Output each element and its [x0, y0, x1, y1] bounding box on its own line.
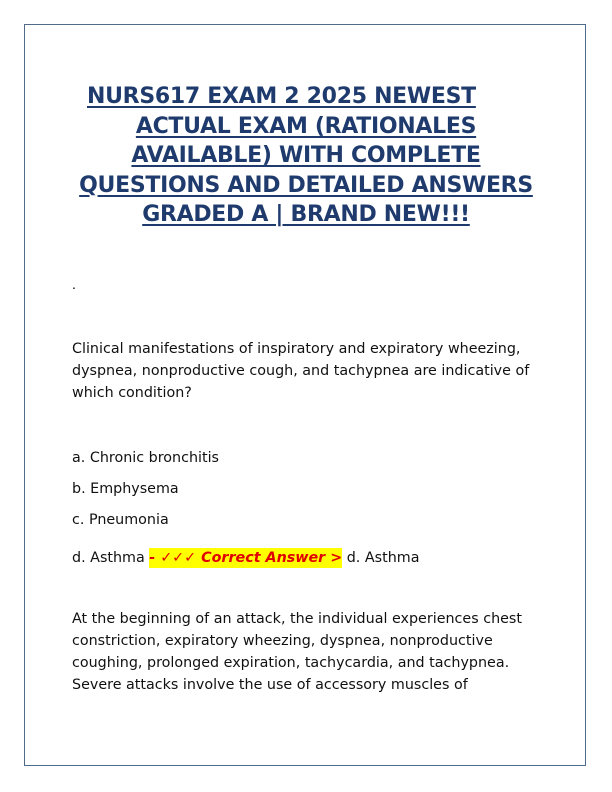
- question-2-text: At the beginning of an attack, the individual experiences chest constriction, expiratory wheezing, dyspnea, nonproductive coughing, prolonged expiration, tachycardia, and tachypnea. Severe attacks involve the use of accessory muscles of: [72, 611, 522, 693]
- title-line-5: GRADED A | BRAND NEW!!!: [142, 202, 470, 227]
- title-line-3: AVAILABLE) WITH COMPLETE: [131, 143, 481, 168]
- title-line-2: ACTUAL EXAM (RATIONALES: [135, 113, 477, 139]
- title-line-1: NURS617 EXAM 2 2025 NEWEST: [87, 84, 476, 109]
- option-a: a. Chronic bronchitis: [72, 450, 220, 466]
- question-1-text: Clinical manifestations of inspiratory and expiratory wheezing, dyspnea, nonproductive cough, and tachypnea are indicative of which condition?: [72, 341, 530, 401]
- option-d-label: d. Asthma: [72, 550, 150, 566]
- option-d: [72, 548, 419, 568]
- title-line-4: QUESTIONS AND DETAILED ANSWERS: [79, 172, 533, 198]
- option-c: c. Pneumonia: [72, 512, 169, 528]
- correct-answer-text: d. Asthma: [342, 550, 420, 566]
- correct-answer-marker: - ✓✓✓ Correct Answer >: [149, 550, 343, 566]
- separator-dot: .: [72, 276, 76, 292]
- option-b: b. Emphysema: [72, 481, 179, 497]
- document-title: [60, 82, 552, 230]
